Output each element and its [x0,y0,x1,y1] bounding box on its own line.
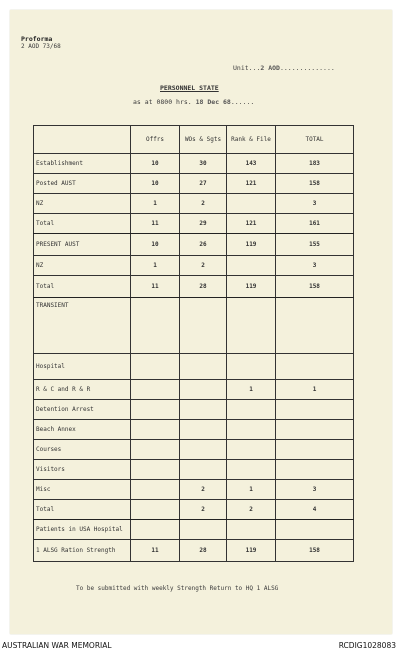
row-value: 1 [131,194,180,214]
row-value: 155 [276,234,354,256]
row-value: 4 [276,500,354,520]
row-value [227,194,276,214]
row-label: Total [34,500,131,520]
archive-caption-bar [0,638,402,654]
table-row [34,420,354,440]
document-title: PERSONNEL STATE [160,84,219,92]
row-label: PRESENT AUST [34,234,131,256]
row-label: R & C and R & R [34,380,131,400]
table-row [34,154,354,174]
row-value [276,400,354,420]
row-label: TRANSIENT [34,298,131,354]
header-wos-sgts: WOs & Sgts [180,126,227,154]
table-row [34,174,354,194]
table-row [34,380,354,400]
row-value: 161 [276,214,354,234]
row-value [131,354,180,380]
table-row [34,194,354,214]
row-value: 2 [180,256,227,276]
row-label: Patients in USA Hospital [34,520,131,540]
row-value [131,500,180,520]
row-value: 2 [180,194,227,214]
row-value: 2 [180,500,227,520]
row-value: 11 [131,276,180,298]
header-rank-file: Rank & File [227,126,276,154]
row-label: Total [34,276,131,298]
row-value [227,298,276,354]
as-at-value: 18 Dec 68 [195,98,231,106]
table-row [34,520,354,540]
row-value [227,440,276,460]
row-value [180,380,227,400]
row-value [131,520,180,540]
table-row [34,298,354,354]
table-row [34,460,354,480]
row-value: 26 [180,234,227,256]
row-value: 1 [227,380,276,400]
row-value [180,440,227,460]
row-value [131,480,180,500]
unit-label: Unit... [233,64,261,72]
row-value [227,460,276,480]
table-row [34,276,354,298]
table-row [34,440,354,460]
row-value: 10 [131,154,180,174]
row-value: 158 [276,540,354,562]
row-value: 27 [180,174,227,194]
as-at-label: as at 0800 hrs. [133,98,192,106]
row-value [227,420,276,440]
header-offrs: Offrs [131,126,180,154]
row-value [131,440,180,460]
personnel-table [33,125,354,562]
row-label: NZ [34,256,131,276]
unit-value: 2 AOD [260,64,280,72]
as-at-dots: ...... [230,98,255,106]
row-value [227,400,276,420]
table-row [34,400,354,420]
row-label: Hospital [34,354,131,380]
row-value [227,520,276,540]
row-value [131,460,180,480]
row-value [227,256,276,276]
row-value: 11 [131,540,180,562]
row-value: 143 [227,154,276,174]
row-value [276,520,354,540]
row-label: 1 ALSG Ration Strength [34,540,131,562]
row-value: 28 [180,540,227,562]
row-value: 11 [131,214,180,234]
header-total: TOTAL [276,126,354,154]
row-value [180,400,227,420]
table-row [34,480,354,500]
row-value [276,354,354,380]
row-label: Beach Annex [34,420,131,440]
footer-instruction: To be submitted with weekly Strength Return to HQ 1 ALSG [76,585,279,592]
row-value: 158 [276,276,354,298]
row-value [180,420,227,440]
row-value [180,354,227,380]
row-value: 30 [180,154,227,174]
row-value [276,420,354,440]
row-value [131,400,180,420]
unit-dots: .............. [279,64,335,72]
table-row [34,256,354,276]
row-value [227,354,276,380]
archive-id: RCDIG1028083 [338,641,396,650]
row-value [276,298,354,354]
personnel-table-body [34,126,354,562]
row-value: 1 [131,256,180,276]
row-value [131,380,180,400]
row-label: Total [34,214,131,234]
row-value: 28 [180,276,227,298]
proforma-label: Proforma [21,35,53,43]
row-label: Establishment [34,154,131,174]
row-value [131,420,180,440]
row-value: 3 [276,194,354,214]
row-value: 2 [227,500,276,520]
row-value [131,298,180,354]
row-label: Misc [34,480,131,500]
row-value: 1 [227,480,276,500]
row-label: Detention Arrest [34,400,131,420]
table-row [34,214,354,234]
row-value: 158 [276,174,354,194]
row-value [180,298,227,354]
row-value [276,460,354,480]
table-header-row [34,126,354,154]
table-row [34,540,354,562]
header-blank [34,126,131,154]
row-value: 2 [180,480,227,500]
unit-line [233,64,335,72]
row-value [276,440,354,460]
row-value: 121 [227,174,276,194]
row-value: 183 [276,154,354,174]
row-value: 3 [276,480,354,500]
row-value: 119 [227,276,276,298]
table-row [34,354,354,380]
row-value: 1 [276,380,354,400]
row-value: 10 [131,174,180,194]
row-label: Courses [34,440,131,460]
row-label: Visitors [34,460,131,480]
row-value [180,520,227,540]
row-value: 10 [131,234,180,256]
row-label: NZ [34,194,131,214]
row-value [180,460,227,480]
as-at-line [133,98,254,106]
row-value: 121 [227,214,276,234]
row-value: 119 [227,234,276,256]
table-row [34,234,354,256]
table-row [34,500,354,520]
row-label: Posted AUST [34,174,131,194]
row-value: 3 [276,256,354,276]
form-code: 2 AOD 73/68 [21,43,61,50]
archive-name: AUSTRALIAN WAR MEMORIAL [2,641,112,650]
row-value: 29 [180,214,227,234]
row-value: 119 [227,540,276,562]
